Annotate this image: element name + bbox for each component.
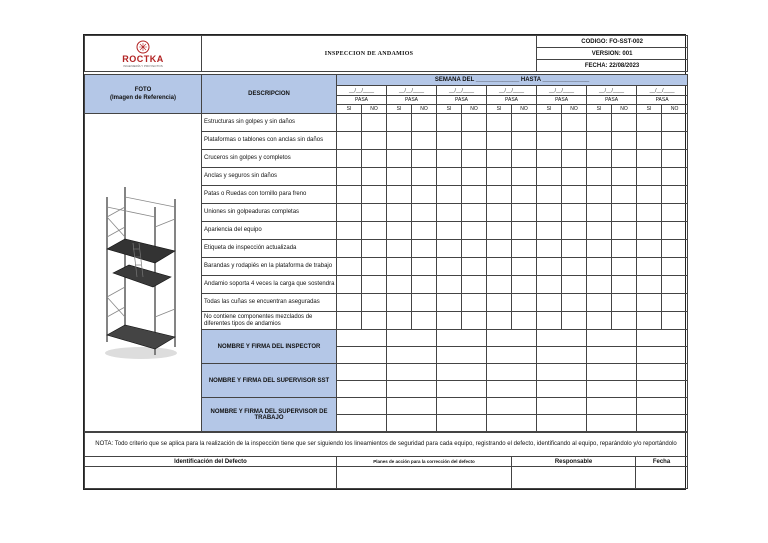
signature-field[interactable] [337, 398, 387, 415]
no-header: NO [512, 105, 537, 114]
signature-label: NOMBRE Y FIRMA DEL SUPERVISOR SST [202, 364, 337, 398]
signature-field[interactable] [387, 381, 437, 398]
date-field[interactable] [636, 467, 688, 489]
day-date-cell[interactable]: __/__/____ [437, 86, 487, 96]
si-checkbox[interactable] [487, 186, 512, 204]
no-header: NO [362, 105, 387, 114]
no-checkbox[interactable] [462, 186, 487, 204]
no-checkbox[interactable] [362, 114, 387, 132]
si-checkbox[interactable] [487, 240, 512, 258]
no-checkbox[interactable] [362, 240, 387, 258]
no-header: NO [412, 105, 437, 114]
si-checkbox[interactable] [587, 222, 612, 240]
si-header: SI [537, 105, 562, 114]
signature-field[interactable] [637, 347, 688, 364]
no-checkbox[interactable] [562, 312, 587, 330]
no-checkbox[interactable] [462, 240, 487, 258]
responsible-field[interactable] [512, 467, 636, 489]
no-checkbox[interactable] [462, 114, 487, 132]
signature-field[interactable] [637, 398, 688, 415]
si-checkbox[interactable] [387, 204, 412, 222]
no-checkbox[interactable] [362, 204, 387, 222]
no-checkbox[interactable] [512, 294, 537, 312]
si-checkbox[interactable] [537, 258, 562, 276]
si-checkbox[interactable] [337, 132, 362, 150]
no-checkbox[interactable] [562, 258, 587, 276]
day-date-cell[interactable]: __/__/____ [337, 86, 387, 96]
signature-field[interactable] [587, 381, 637, 398]
day-date-cell[interactable]: __/__/____ [537, 86, 587, 96]
si-checkbox[interactable] [337, 294, 362, 312]
si-checkbox[interactable] [337, 222, 362, 240]
no-checkbox[interactable] [412, 150, 437, 168]
si-checkbox[interactable] [587, 312, 612, 330]
no-checkbox[interactable] [462, 150, 487, 168]
no-checkbox[interactable] [612, 240, 637, 258]
signature-field[interactable] [437, 347, 487, 364]
footer-responsable: Responsable [512, 457, 636, 467]
inspection-item-label: No contiene componentes mezclados de diferentes tipos de andamios [202, 312, 337, 330]
no-checkbox[interactable] [612, 294, 637, 312]
signature-field[interactable] [537, 330, 587, 347]
pasa-header: PASA [537, 96, 587, 105]
no-checkbox[interactable] [412, 204, 437, 222]
no-header: NO [612, 105, 637, 114]
si-checkbox[interactable] [437, 114, 462, 132]
footer-identificacion: Identificación del Defecto [85, 457, 337, 467]
si-checkbox[interactable] [337, 204, 362, 222]
no-checkbox[interactable] [562, 276, 587, 294]
no-checkbox[interactable] [412, 114, 437, 132]
pasa-header: PASA [387, 96, 437, 105]
signature-field[interactable] [437, 415, 487, 432]
day-date-cell[interactable]: __/__/____ [387, 86, 437, 96]
si-checkbox[interactable] [337, 258, 362, 276]
si-checkbox[interactable] [587, 168, 612, 186]
si-checkbox[interactable] [587, 258, 612, 276]
no-checkbox[interactable] [512, 312, 537, 330]
no-header: NO [462, 105, 487, 114]
si-checkbox[interactable] [487, 204, 512, 222]
signature-field[interactable] [437, 381, 487, 398]
no-checkbox[interactable] [662, 276, 688, 294]
signature-field[interactable] [337, 364, 387, 381]
no-header: NO [662, 105, 688, 114]
si-checkbox[interactable] [337, 150, 362, 168]
company-name: ROCTKA [122, 54, 164, 64]
si-checkbox[interactable] [587, 132, 612, 150]
inspection-item-label: Patas o Ruedas con tornillo para freno [202, 186, 337, 204]
pasa-header: PASA [337, 96, 387, 105]
action-plan-field[interactable] [337, 467, 512, 489]
no-checkbox[interactable] [362, 186, 387, 204]
signature-field[interactable] [337, 381, 387, 398]
no-checkbox[interactable] [562, 204, 587, 222]
no-checkbox[interactable] [512, 186, 537, 204]
no-checkbox[interactable] [462, 168, 487, 186]
si-checkbox[interactable] [537, 186, 562, 204]
signature-field[interactable] [487, 415, 537, 432]
signature-field[interactable] [337, 347, 387, 364]
inspection-item-label: Apariencia del equipo [202, 222, 337, 240]
si-checkbox[interactable] [537, 312, 562, 330]
no-checkbox[interactable] [462, 258, 487, 276]
si-checkbox[interactable] [487, 312, 512, 330]
no-header: NO [562, 105, 587, 114]
si-checkbox[interactable] [587, 114, 612, 132]
no-checkbox[interactable] [412, 276, 437, 294]
inspection-form [83, 34, 686, 490]
signature-field[interactable] [487, 381, 537, 398]
signature-field[interactable] [587, 398, 637, 415]
si-checkbox[interactable] [537, 114, 562, 132]
signature-field[interactable] [437, 364, 487, 381]
signature-field[interactable] [487, 347, 537, 364]
inspection-item-label: Cruceros sin golpes y completos [202, 150, 337, 168]
si-checkbox[interactable] [637, 204, 662, 222]
si-checkbox[interactable] [587, 186, 612, 204]
si-checkbox[interactable] [487, 222, 512, 240]
day-date-cell[interactable]: __/__/____ [487, 86, 537, 96]
si-checkbox[interactable] [537, 204, 562, 222]
si-checkbox[interactable] [437, 222, 462, 240]
form-date: FECHA: 22/08/2023 [537, 60, 688, 72]
signature-field[interactable] [537, 415, 587, 432]
signature-field[interactable] [487, 398, 537, 415]
no-checkbox[interactable] [612, 168, 637, 186]
signature-field[interactable] [587, 347, 637, 364]
no-checkbox[interactable] [662, 258, 688, 276]
si-checkbox[interactable] [637, 294, 662, 312]
defect-identification-field[interactable] [85, 467, 337, 489]
signature-field[interactable] [637, 381, 688, 398]
no-checkbox[interactable] [662, 312, 688, 330]
si-checkbox[interactable] [537, 276, 562, 294]
inspection-item-label: Anclas y seguros sin daños [202, 168, 337, 186]
si-checkbox[interactable] [637, 186, 662, 204]
si-checkbox[interactable] [537, 168, 562, 186]
no-checkbox[interactable] [562, 240, 587, 258]
scaffold-illustration-icon [93, 177, 193, 367]
signature-field[interactable] [587, 415, 637, 432]
si-checkbox[interactable] [437, 204, 462, 222]
company-logo [85, 36, 202, 72]
signature-field[interactable] [437, 398, 487, 415]
si-checkbox[interactable] [337, 240, 362, 258]
si-checkbox[interactable] [537, 240, 562, 258]
no-checkbox[interactable] [512, 114, 537, 132]
si-checkbox[interactable] [437, 240, 462, 258]
no-checkbox[interactable] [562, 168, 587, 186]
si-checkbox[interactable] [487, 132, 512, 150]
no-checkbox[interactable] [662, 114, 688, 132]
si-header: SI [587, 105, 612, 114]
no-checkbox[interactable] [512, 258, 537, 276]
si-checkbox[interactable] [537, 150, 562, 168]
no-checkbox[interactable] [362, 150, 387, 168]
signature-field[interactable] [537, 347, 587, 364]
no-checkbox[interactable] [462, 222, 487, 240]
si-checkbox[interactable] [437, 312, 462, 330]
no-checkbox[interactable] [512, 150, 537, 168]
day-date-cell[interactable]: __/__/____ [587, 86, 637, 96]
signature-field[interactable] [437, 330, 487, 347]
no-checkbox[interactable] [362, 222, 387, 240]
inspection-item-label: Barandas y rodapiés en la plataforma de trabajo [202, 258, 337, 276]
signature-field[interactable] [637, 415, 688, 432]
si-checkbox[interactable] [487, 276, 512, 294]
si-header: SI [387, 105, 412, 114]
footer-fecha: Fecha [636, 457, 688, 467]
day-date-cell[interactable]: __/__/____ [637, 86, 688, 96]
pasa-header: PASA [637, 96, 688, 105]
no-checkbox[interactable] [512, 222, 537, 240]
signature-field[interactable] [487, 364, 537, 381]
pasa-header: PASA [587, 96, 637, 105]
no-checkbox[interactable] [412, 312, 437, 330]
si-checkbox[interactable] [537, 222, 562, 240]
no-checkbox[interactable] [412, 258, 437, 276]
inspection-item-label: Estructuras sin golpes y sin daños [202, 114, 337, 132]
pasa-header: PASA [437, 96, 487, 105]
nota-text: NOTA: Todo criterio que se aplica para la realización de la inspección tiene que ser siguiendo los lineamientos de seguridad para cada equipo, registrando el defecto, identificando al equipo, reparándolo y/o reportándolo [85, 433, 688, 457]
si-checkbox[interactable] [337, 114, 362, 132]
no-checkbox[interactable] [562, 132, 587, 150]
no-checkbox[interactable] [612, 222, 637, 240]
signature-field[interactable] [387, 347, 437, 364]
no-checkbox[interactable] [662, 240, 688, 258]
no-checkbox[interactable] [612, 258, 637, 276]
signature-field[interactable] [387, 364, 437, 381]
si-checkbox[interactable] [637, 312, 662, 330]
company-subtitle: INGENIERÍA Y PROYECTOS [123, 64, 163, 68]
si-checkbox[interactable] [637, 168, 662, 186]
si-checkbox[interactable] [487, 168, 512, 186]
si-header: SI [337, 105, 362, 114]
si-checkbox[interactable] [387, 222, 412, 240]
signature-field[interactable] [537, 364, 587, 381]
no-checkbox[interactable] [562, 150, 587, 168]
no-checkbox[interactable] [412, 240, 437, 258]
signature-label: NOMBRE Y FIRMA DEL SUPERVISOR DE TRABAJO [202, 398, 337, 432]
no-checkbox[interactable] [612, 150, 637, 168]
si-checkbox[interactable] [587, 294, 612, 312]
inspection-table [84, 35, 688, 432]
si-checkbox[interactable] [387, 240, 412, 258]
signature-field[interactable] [587, 364, 637, 381]
no-checkbox[interactable] [662, 204, 688, 222]
no-checkbox[interactable] [562, 114, 587, 132]
si-checkbox[interactable] [387, 168, 412, 186]
si-checkbox[interactable] [587, 150, 612, 168]
si-header: SI [487, 105, 512, 114]
si-checkbox[interactable] [637, 222, 662, 240]
no-checkbox[interactable] [662, 168, 688, 186]
no-checkbox[interactable] [612, 186, 637, 204]
semana-header: SEMANA DEL _____________ HASTA ______________ [337, 75, 688, 86]
no-checkbox[interactable] [362, 294, 387, 312]
no-checkbox[interactable] [612, 276, 637, 294]
si-checkbox[interactable] [437, 132, 462, 150]
si-checkbox[interactable] [387, 258, 412, 276]
si-checkbox[interactable] [337, 276, 362, 294]
signature-field[interactable] [337, 415, 387, 432]
no-checkbox[interactable] [612, 132, 637, 150]
no-checkbox[interactable] [612, 312, 637, 330]
inspection-item-label: Plataformas o tablones con anclas sin daños [202, 132, 337, 150]
no-checkbox[interactable] [462, 204, 487, 222]
si-checkbox[interactable] [387, 114, 412, 132]
no-checkbox[interactable] [462, 294, 487, 312]
no-checkbox[interactable] [512, 204, 537, 222]
si-checkbox[interactable] [387, 276, 412, 294]
si-checkbox[interactable] [387, 150, 412, 168]
signature-field[interactable] [637, 330, 688, 347]
no-checkbox[interactable] [562, 222, 587, 240]
si-checkbox[interactable] [637, 276, 662, 294]
logo-emblem-icon [135, 40, 151, 54]
no-checkbox[interactable] [412, 132, 437, 150]
no-checkbox[interactable] [412, 186, 437, 204]
no-checkbox[interactable] [362, 132, 387, 150]
form-code: CODIGO: FO-SST-002 [537, 36, 688, 48]
si-checkbox[interactable] [537, 294, 562, 312]
si-header: SI [437, 105, 462, 114]
no-checkbox[interactable] [662, 186, 688, 204]
signature-field[interactable] [387, 330, 437, 347]
si-checkbox[interactable] [487, 114, 512, 132]
si-checkbox[interactable] [637, 132, 662, 150]
inspection-item-label: Etiqueta de inspección actualizada [202, 240, 337, 258]
si-checkbox[interactable] [437, 150, 462, 168]
si-checkbox[interactable] [337, 186, 362, 204]
si-header: SI [637, 105, 662, 114]
signature-field[interactable] [337, 330, 387, 347]
inspection-item-label: Andamio soporta 4 veces la carga que sostendra [202, 276, 337, 294]
si-checkbox[interactable] [387, 294, 412, 312]
si-checkbox[interactable] [387, 132, 412, 150]
no-checkbox[interactable] [512, 240, 537, 258]
inspection-item-label: Uniones sin golpeaduras completas [202, 204, 337, 222]
si-checkbox[interactable] [487, 294, 512, 312]
si-checkbox[interactable] [337, 168, 362, 186]
signature-label: NOMBRE Y FIRMA DEL INSPECTOR [202, 330, 337, 364]
no-checkbox[interactable] [512, 168, 537, 186]
no-checkbox[interactable] [662, 294, 688, 312]
no-checkbox[interactable] [662, 222, 688, 240]
no-checkbox[interactable] [562, 294, 587, 312]
no-checkbox[interactable] [462, 312, 487, 330]
no-checkbox[interactable] [462, 276, 487, 294]
si-checkbox[interactable] [437, 276, 462, 294]
signature-field[interactable] [487, 330, 537, 347]
signature-field[interactable] [637, 364, 688, 381]
si-checkbox[interactable] [387, 312, 412, 330]
pasa-header: PASA [487, 96, 537, 105]
foto-header: FOTO (Imagen de Referencia) [85, 75, 202, 114]
si-checkbox[interactable] [437, 168, 462, 186]
si-checkbox[interactable] [387, 186, 412, 204]
signature-field[interactable] [387, 415, 437, 432]
no-checkbox[interactable] [662, 132, 688, 150]
inspection-item-label: Todas las cuñas se encuentran aseguradas [202, 294, 337, 312]
no-checkbox[interactable] [512, 276, 537, 294]
footer-planes: Planes de acción para la corrección del defecto [337, 457, 512, 467]
si-checkbox[interactable] [587, 240, 612, 258]
no-checkbox[interactable] [412, 294, 437, 312]
no-checkbox[interactable] [362, 312, 387, 330]
si-checkbox[interactable] [437, 258, 462, 276]
descripcion-header: DESCRIPCION [202, 75, 337, 114]
page-title: INSPECCION DE ANDAMIOS [202, 36, 537, 72]
no-checkbox[interactable] [612, 204, 637, 222]
si-checkbox[interactable] [637, 150, 662, 168]
si-checkbox[interactable] [437, 186, 462, 204]
si-checkbox[interactable] [437, 294, 462, 312]
signature-field[interactable] [587, 330, 637, 347]
scaffold-photo [85, 114, 202, 432]
si-checkbox[interactable] [487, 258, 512, 276]
signature-field[interactable] [387, 398, 437, 415]
no-checkbox[interactable] [412, 168, 437, 186]
table-row [85, 114, 688, 132]
no-checkbox[interactable] [662, 150, 688, 168]
si-checkbox[interactable] [337, 312, 362, 330]
no-checkbox[interactable] [562, 186, 587, 204]
si-checkbox[interactable] [637, 240, 662, 258]
no-checkbox[interactable] [412, 222, 437, 240]
no-checkbox[interactable] [362, 168, 387, 186]
signature-field[interactable] [537, 398, 587, 415]
si-checkbox[interactable] [537, 132, 562, 150]
si-checkbox[interactable] [587, 276, 612, 294]
si-checkbox[interactable] [637, 258, 662, 276]
no-checkbox[interactable] [462, 132, 487, 150]
no-checkbox[interactable] [362, 258, 387, 276]
no-checkbox[interactable] [512, 132, 537, 150]
no-checkbox[interactable] [612, 114, 637, 132]
form-version: VERSION: 001 [537, 48, 688, 60]
no-checkbox[interactable] [362, 276, 387, 294]
footer-table [84, 432, 688, 489]
signature-field[interactable] [537, 381, 587, 398]
si-checkbox[interactable] [587, 204, 612, 222]
si-checkbox[interactable] [637, 114, 662, 132]
si-checkbox[interactable] [487, 150, 512, 168]
